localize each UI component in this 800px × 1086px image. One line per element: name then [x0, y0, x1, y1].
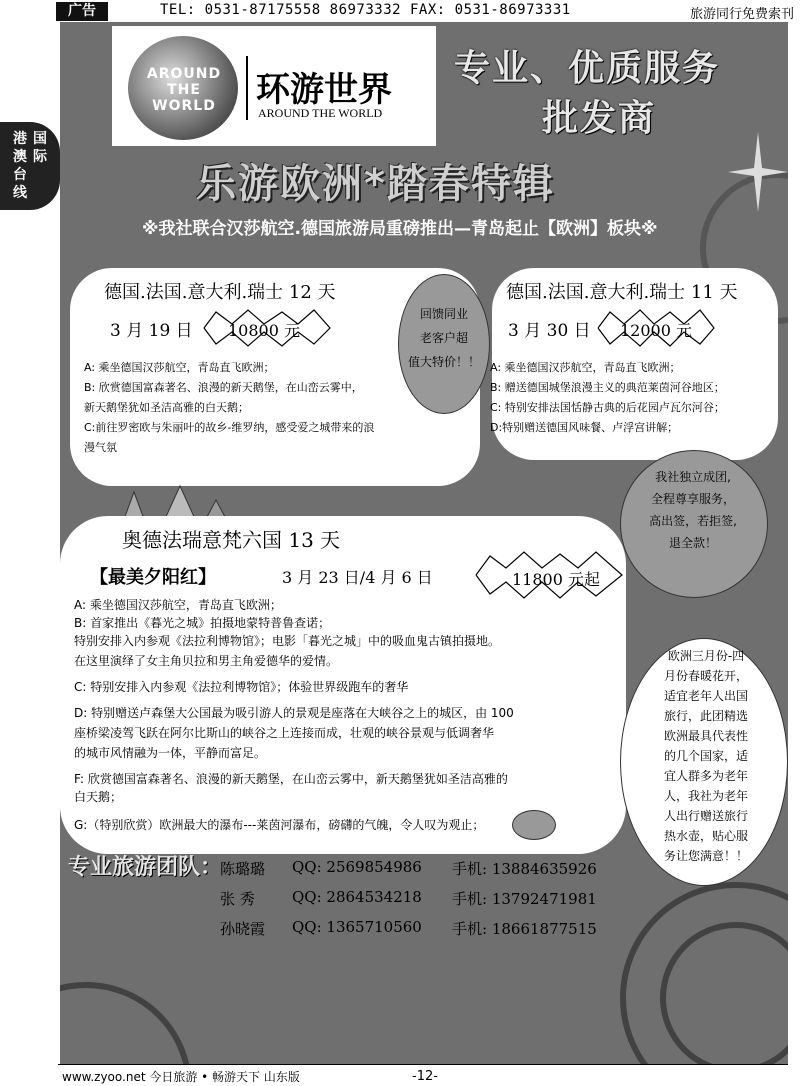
tour2-date: 3 月 30 日 [508, 321, 591, 341]
member-qq: QQ: 1365710560 [292, 918, 422, 936]
team-member [220, 888, 620, 910]
tour1-date: 3 月 19 日 [110, 321, 193, 341]
feature-title: 乐游欧洲*踏春特辑 [196, 161, 555, 207]
tour3-line: D: 特别赠送卢森堡大公国最为吸引游人的景观是座落在大峡谷之上的城区，由 100 [74, 706, 514, 720]
tour1-line: B: 欣赏德国富森著名、浪漫的新天鹅堡，在山峦云雾中， [84, 381, 363, 394]
tour1-line: 漫气氛 [84, 441, 117, 454]
promo-line: 的几个国家，适 [663, 749, 748, 763]
ad-label: 广告 [56, 2, 108, 21]
logo-cn: 环游世界 [256, 70, 392, 110]
promo-oval2-text [626, 466, 760, 554]
tour3-line: 特别安排入内参观《法拉利博物馆》；电影「暮光之城」中的吸血鬼古镇拍摄地。 [74, 634, 501, 648]
tour1-price: 10800 元 [228, 321, 300, 340]
member-name: 张 秀 [220, 890, 255, 908]
tour2-price: 12000 元 [620, 321, 692, 340]
region-side-tab[interactable] [0, 122, 60, 210]
tour1-line: A: 乘坐德国汉莎航空，青岛直飞欧洲； [84, 361, 275, 374]
team-title: 专业旅游团队： [68, 855, 223, 880]
top-bar [0, 0, 800, 22]
logo-block [112, 26, 436, 146]
team-member [220, 858, 620, 880]
member-qq: QQ: 2864534218 [292, 888, 422, 906]
tour3-line: A: 乘坐德国汉莎航空，青岛直飞欧洲； [74, 598, 282, 612]
tour3-line: 在这里演绎了女主角贝拉和男主角爱德华的爱情。 [74, 654, 339, 668]
tour2-line: B: 赠送德国城堡浪漫主义的典范莱茵河谷地区； [490, 381, 725, 394]
team-member [220, 918, 620, 940]
sparkle-icon [728, 132, 788, 212]
member-name: 陈璐璐 [220, 860, 266, 878]
page-number: -12- [412, 1069, 438, 1084]
tour1-line: 新天鹅堡犹如圣洁高雅的白天鹅； [84, 401, 249, 414]
decor-oval [512, 810, 556, 840]
index-title: 旅游同行免费索刊 [689, 7, 794, 22]
promo-line: 旅行，此团精选 [663, 709, 748, 723]
notice-line: ※我社联合汉莎航空.德国旅游局重磅推出—青岛起止【欧洲】板块※ [142, 219, 658, 239]
promo-line: 欧洲三月份-四 [667, 649, 745, 663]
tour3-title: 奥德法瑞意梵六国 13 天 [122, 528, 341, 552]
tour3-line: F: 欣赏德国富森著名、浪漫的新天鹅堡，在山峦云雾中，新天鹅堡犹如圣洁高雅的 [74, 772, 508, 786]
slogan-line2: 批发商 [542, 98, 657, 139]
tour3-date: 3 月 23 日/4 月 6 日 [282, 568, 433, 587]
logo-en: AROUND THE WORLD [258, 106, 383, 120]
tour2-line: C: 特别安排法国恬静古典的后花园卢瓦尔河谷； [490, 401, 725, 414]
promo-line: 退全款！ [668, 536, 717, 550]
tour3-line: C: 特别安排入内参观《法拉利博物馆》；体验世界级跑车的奢华 [74, 680, 409, 694]
tour2-line: D:特别赠送德国风味餐、卢浮宫讲解； [490, 421, 679, 434]
promo-line: 老客户超 [419, 331, 468, 345]
promo-line: 人，我社为老年 [663, 789, 748, 803]
footer-text: www.zyoo.net 今日旅游 • 畅游天下 山东版 [62, 1070, 300, 1084]
contact-line: TEL: 0531-87175558 86973332 FAX: 0531-86973331 [160, 2, 571, 18]
tour3-line: B: 首家推出《暮光之城》拍摄地蒙特普鲁查诺； [74, 616, 331, 630]
member-mobile: 手机: 13884635926 [452, 860, 597, 878]
promo-oval3-text [654, 646, 758, 866]
tour3-line: 座桥梁凌驾飞跃在阿尔比斯山的峡谷之上连接而成，壮观的峡谷景观与低调奢华 [74, 726, 495, 740]
promo-line: 热水壶，贴心服 [663, 829, 748, 843]
tour3-subtitle: 【最美夕阳红】 [90, 567, 216, 588]
tour3-line: G:（特别欣赏）欧洲最大的瀑布---莱茵河瀑布，磅礴的气魄，令人叹为观止； [74, 818, 485, 832]
promo-line: 欧洲最具代表性 [663, 729, 748, 743]
promo-line: 人出行赠送旅行 [663, 809, 748, 823]
logo-badge-text: AROUND THE WORLD [146, 66, 222, 114]
slogan-line1: 专业、优质服务 [454, 48, 721, 89]
member-name: 孙晓霞 [220, 920, 266, 938]
promo-line: 宜人群多为老年 [663, 769, 748, 783]
tour2-card [492, 268, 778, 460]
footer-divider [58, 1064, 788, 1065]
tour3-price: 11800 元起 [512, 570, 600, 589]
decor-circle [60, 982, 192, 1064]
promo-oval1-text [402, 302, 486, 374]
member-mobile: 手机: 18661877515 [452, 920, 597, 938]
ad-panel [60, 22, 788, 1064]
promo-line: 务让您满意！！ [663, 849, 748, 863]
tour3-line: 的城市风情融为一体，平静而富足。 [74, 746, 267, 760]
promo-line: 我社独立成团, [655, 470, 731, 484]
promo-line: 回馈同业 [419, 307, 468, 321]
promo-line: 月份春暖花开， [663, 669, 748, 683]
member-mobile: 手机: 13792471981 [452, 890, 597, 908]
promo-line: 值大特价！！ [407, 355, 480, 369]
member-qq: QQ: 2569854986 [292, 858, 422, 876]
promo-line: 高出签，若拒签, [649, 514, 737, 528]
tour1-title: 德国.法国.意大利.瑞士 12 天 [104, 282, 336, 303]
tour2-line: A: 乘坐德国汉莎航空，青岛直飞欧洲； [490, 361, 681, 374]
promo-line: 全程尊享服务， [650, 492, 735, 506]
side-tab-col1: 港 澳 台 线 [13, 131, 27, 201]
tour3-line: 白天鹅； [74, 790, 123, 804]
logo-divider [246, 56, 248, 120]
side-tab-col2: 国 际 [33, 131, 47, 165]
tour2-title: 德国.法国.意大利.瑞士 11 天 [506, 282, 738, 303]
promo-line: 适宜老年人出国 [663, 689, 748, 703]
tour1-line: C:前往罗密欧与朱丽叶的故乡-维罗纳，感受爱之城带来的浪 [84, 421, 375, 434]
